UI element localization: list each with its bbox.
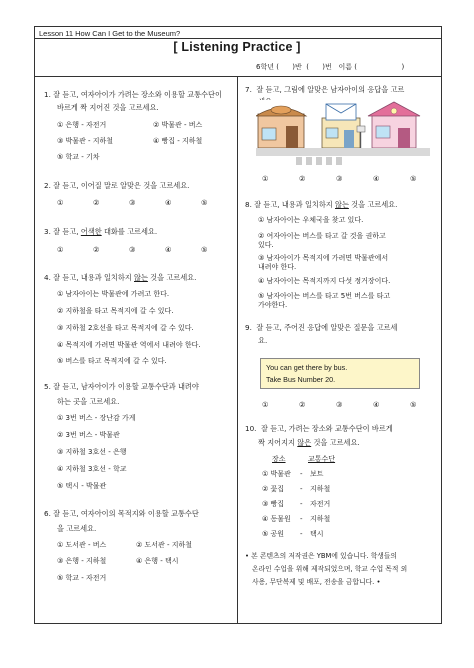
header-rule-bottom xyxy=(34,76,442,77)
q5-option-1[interactable]: ① 3번 버스 - 장난감 가게 xyxy=(57,414,136,422)
q10-col-place: 장소 xyxy=(272,455,286,463)
q1-option-4[interactable]: ④ 빵집 - 지하철 xyxy=(153,137,203,145)
q10-row-2-transport: 지하철 xyxy=(310,485,331,493)
q10-stem-a: 짝 지어지지 xyxy=(258,438,298,447)
q1-stem-line1: 1. 잘 듣고, 여자아이가 가려는 장소와 이용할 교통수단이 xyxy=(44,90,222,99)
header-rule xyxy=(34,38,442,39)
q8-option-3-cont: 내려야 한다. xyxy=(258,263,297,271)
q4-stem-underlined: 않는 xyxy=(134,273,148,282)
q9-option-1[interactable]: ① xyxy=(262,400,269,409)
q8-option-2-cont: 있다. xyxy=(258,241,274,249)
q10-row-3-place[interactable]: ③ 빵집 xyxy=(262,500,285,508)
q4-stem-b: 것을 고르세요. xyxy=(147,273,197,282)
q6-option-4[interactable]: ④ 은행 - 택시 xyxy=(136,557,179,565)
q5-option-2[interactable]: ② 3번 버스 - 박물관 xyxy=(57,431,120,439)
sidewalk xyxy=(256,148,430,156)
q1-option-3[interactable]: ③ 박물관 - 지하철 xyxy=(57,137,114,145)
q4-option-5[interactable]: ⑤ 버스를 타고 목적지에 갈 수 있다. xyxy=(57,357,167,365)
q4-option-1[interactable]: ① 남자아이는 박물관에 가려고 한다. xyxy=(57,290,170,298)
q4-option-4[interactable]: ④ 목적지에 가려면 박물관 역에서 내려야 한다. xyxy=(57,341,201,349)
q10-row-2-place[interactable]: ② 꽃집 xyxy=(262,485,285,493)
q7-option-4[interactable]: ④ xyxy=(373,174,380,183)
q3-stem-b: 대화를 고르세요. xyxy=(101,227,158,236)
q10-row-4-transport: 지하철 xyxy=(310,515,331,523)
q10-row-3-transport: 자전거 xyxy=(310,500,331,508)
q8-option-4[interactable]: ④ 남자아이는 목적지까지 다섯 정거장이다. xyxy=(258,277,391,285)
q9-stem-line2: 요. xyxy=(258,336,268,345)
q3-stem xyxy=(44,227,157,236)
q2-option-2[interactable]: ② xyxy=(93,198,100,207)
q8-option-5-cont: 가야한다. xyxy=(258,301,288,309)
q7-options xyxy=(262,174,422,184)
bakery-building-icon xyxy=(256,106,306,148)
q4-option-3[interactable]: ③ 지하철 2호선을 타고 목적지에 갈 수 있다. xyxy=(57,324,194,332)
q6-option-5[interactable]: ⑤ 학교 - 자전거 xyxy=(57,574,107,582)
q10-row-3-dash: - xyxy=(300,500,303,508)
q1-option-5[interactable]: ⑤ 학교 - 기차 xyxy=(57,153,100,161)
response-line-1: You can get there by bus. xyxy=(266,363,348,372)
q8-option-2[interactable]: ② 여자아이는 버스를 타고 갈 것을 권하고 xyxy=(258,232,386,240)
q5-stem-line1: 5. 잘 듣고, 남자아이가 이용할 교통수단과 내려야 xyxy=(44,382,199,391)
q10-row-2-dash: - xyxy=(300,485,303,493)
given-response-box xyxy=(260,358,420,389)
lesson-title: Lesson 11 How Can I Get to the Museum? xyxy=(39,29,181,38)
q7-option-3[interactable]: ③ xyxy=(336,174,343,183)
q2-option-4[interactable]: ④ xyxy=(165,198,172,207)
q10-col-transport: 교통수단 xyxy=(308,455,336,463)
response-line-2: Take Bus Number 20. xyxy=(266,375,336,384)
q2-stem: 2. 잘 듣고, 이어질 말로 알맞은 것을 고르세요. xyxy=(44,181,190,190)
q10-row-5-dash: - xyxy=(300,530,303,538)
street-scene-illustration xyxy=(256,100,430,166)
q1-option-1[interactable]: ① 은행 - 자전거 xyxy=(57,121,107,129)
q9-option-4[interactable]: ④ xyxy=(373,400,380,409)
q10-row-1-dash: - xyxy=(300,470,303,478)
q6-option-2[interactable]: ② 도서관 - 지하철 xyxy=(136,541,193,549)
copyright-notice-line1: • 본 콘텐츠의 저작권은 YBM에 있습니다. 학생들의 xyxy=(245,552,397,560)
q8-stem-b: 것을 고르세요. xyxy=(348,200,398,209)
q8-stem xyxy=(245,200,397,209)
q2-option-3[interactable]: ③ xyxy=(129,198,136,207)
q6-option-3[interactable]: ③ 은행 - 지하철 xyxy=(57,557,107,565)
q10-row-4-place[interactable]: ④ 동물원 xyxy=(262,515,291,523)
q10-stem-b: 것을 고르세요. xyxy=(311,438,360,447)
q3-stem-underlined: 어색한 xyxy=(80,227,102,236)
q1-stem-line2: 바르게 짝 지어진 것을 고르세요. xyxy=(57,103,159,112)
q6-option-1[interactable]: ① 도서관 - 버스 xyxy=(57,541,107,549)
q8-option-1[interactable]: ① 남자아이는 우체국을 찾고 있다. xyxy=(258,216,364,224)
q5-stem-line2: 하는 곳을 고르세요. xyxy=(57,397,120,406)
q10-row-5-transport: 택시 xyxy=(310,530,324,538)
q4-stem-a: 4. 잘 듣고, 내용과 일치하지 xyxy=(44,273,134,282)
copyright-notice-line2: 온라인 수업을 위해 제작되었으며, 학교 수업 목적 외 xyxy=(252,565,408,573)
q2-option-1[interactable]: ① xyxy=(57,198,64,207)
student-info-line: 6학년 ( )반 ( )번 이름 ( ) xyxy=(256,63,405,71)
q6-stem-line2: 을 고르세요. xyxy=(57,524,97,533)
q1-option-2[interactable]: ② 박물관 - 버스 xyxy=(153,121,203,129)
q10-stem-line2 xyxy=(258,438,360,447)
post-office-building-icon xyxy=(322,104,360,148)
q3-option-2[interactable]: ② xyxy=(93,245,100,254)
q9-stem-line1: 9. 잘 듣고, 주어진 응답에 알맞은 질문을 고르세 xyxy=(245,323,398,332)
q10-stem-underlined: 않은 xyxy=(297,438,312,447)
column-divider xyxy=(237,76,238,624)
q9-option-3[interactable]: ③ xyxy=(336,400,343,409)
q8-option-3[interactable]: ③ 남자아이가 목적지에 가려면 박물관에서 xyxy=(258,254,389,262)
q4-option-2[interactable]: ② 지하철을 타고 목적지에 갈 수 있다. xyxy=(57,307,174,315)
q3-stem-a: 3. 잘 듣고, xyxy=(44,227,81,236)
q8-stem-a: 8. 잘 듣고, 내용과 일치하지 xyxy=(245,200,335,209)
q7-option-2[interactable]: ② xyxy=(299,174,306,183)
q5-option-4[interactable]: ④ 지하철 3호선 - 학교 xyxy=(57,465,127,473)
q9-options xyxy=(262,400,422,410)
q10-row-4-dash: - xyxy=(300,515,303,523)
page-title: [ Listening Practice ] xyxy=(173,40,301,54)
q3-option-3[interactable]: ③ xyxy=(129,245,136,254)
q2-option-5[interactable]: ⑤ xyxy=(201,198,208,207)
q4-stem xyxy=(44,273,196,282)
q3-option-1[interactable]: ① xyxy=(57,245,64,254)
q2-options xyxy=(57,198,217,208)
q3-option-5[interactable]: ⑤ xyxy=(201,245,208,254)
q10-row-5-place[interactable]: ⑤ 공원 xyxy=(262,530,285,538)
q6-stem-line1: 6. 잘 듣고, 여자아이의 목적지와 이용할 교통수단 xyxy=(44,509,199,518)
q7-stem-line1: 7. 잘 듣고, 그림에 알맞은 남자아이의 응답을 고르 xyxy=(245,85,405,94)
q10-row-1-transport: 보트 xyxy=(310,470,324,478)
q7-option-5[interactable]: ⑤ xyxy=(410,174,417,183)
q10-row-1-place[interactable]: ① 박물관 xyxy=(262,470,291,478)
q3-options xyxy=(57,245,217,255)
q10-stem-line1: 10. 잘 듣고, 가려는 장소와 교통수단이 바르게 xyxy=(245,424,393,433)
copyright-notice-line3: 사용, 무단복제 및 배포, 전송을 금합니다. • xyxy=(252,578,381,586)
q3-option-4[interactable]: ④ xyxy=(165,245,172,254)
q8-stem-underlined: 않는 xyxy=(335,200,349,209)
q9-option-2[interactable]: ② xyxy=(299,400,306,409)
q5-option-3[interactable]: ③ 지하철 3호선 - 은행 xyxy=(57,448,127,456)
q8-option-5[interactable]: ⑤ 남자아이는 버스를 타고 5번 버스를 타고 xyxy=(258,292,391,300)
q9-option-5[interactable]: ⑤ xyxy=(410,400,417,409)
q5-option-5[interactable]: ⑤ 택시 - 박물관 xyxy=(57,482,107,490)
q7-option-1[interactable]: ① xyxy=(262,174,269,183)
